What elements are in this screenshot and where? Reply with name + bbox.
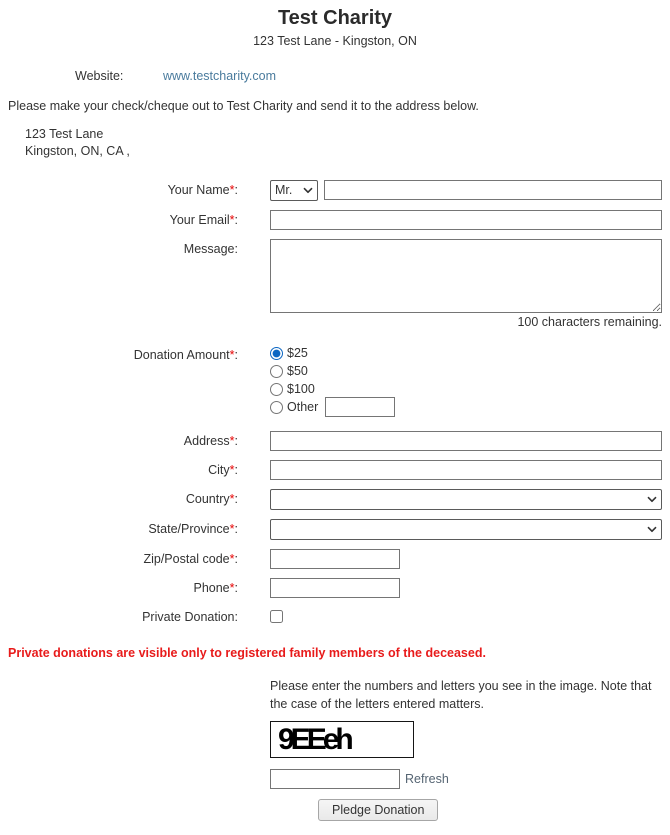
required-asterisk: * (229, 212, 235, 227)
phone-row (8, 578, 662, 598)
donation-option-25[interactable] (270, 345, 395, 362)
submit-row (318, 799, 668, 821)
city-row (8, 460, 662, 480)
private-donation-checkbox[interactable] (270, 610, 283, 623)
donation-amount-options (270, 345, 395, 417)
donation-option-other[interactable] (270, 399, 395, 416)
donation-option-other-label: Other (287, 400, 319, 415)
country-row (8, 489, 662, 510)
captcha-input[interactable] (270, 769, 400, 789)
website-link[interactable]: www.testcharity.com (163, 69, 276, 83)
captcha-instruction: Please enter the numbers and letters you see in the image. Note that the case of the letters entered matters. (270, 678, 652, 711)
donation-other-amount-input[interactable] (325, 397, 395, 417)
zip-input[interactable] (270, 549, 400, 569)
city-input[interactable] (270, 460, 662, 480)
phone-label: Phone*: (193, 580, 238, 595)
donation-radio-50[interactable] (270, 365, 283, 378)
captcha-refresh-link[interactable]: Refresh (405, 772, 449, 786)
required-asterisk: * (229, 492, 235, 507)
message-label: Message: (183, 241, 238, 256)
address-label: Address*: (183, 433, 238, 448)
state-row (8, 519, 662, 540)
donation-amount-row (8, 345, 662, 417)
message-row (8, 239, 662, 313)
mailing-address-line2: Kingston, ON, CA , (25, 143, 130, 158)
email-label: Your Email*: (169, 212, 238, 227)
private-donation-label: Private Donation: (142, 609, 238, 624)
required-asterisk: * (229, 347, 235, 362)
message-textarea[interactable] (270, 239, 662, 313)
name-row (8, 180, 662, 201)
required-asterisk: * (229, 551, 235, 566)
name-title-select[interactable] (270, 180, 318, 201)
private-donation-row (8, 607, 662, 627)
mailing-address-line1: 123 Test Lane (25, 127, 104, 141)
email-input[interactable] (270, 210, 662, 230)
name-input[interactable] (324, 180, 662, 200)
country-select[interactable] (270, 489, 662, 510)
captcha-section (270, 677, 668, 821)
donation-option-50[interactable] (270, 363, 395, 380)
required-asterisk: * (229, 462, 235, 477)
check-instructions: Please make your check/cheque out to Test Charity and send it to the address below. (8, 99, 479, 113)
address-input[interactable] (270, 431, 662, 451)
characters-remaining-note: 100 characters remaining. (517, 314, 662, 329)
charity-address-subtitle: 123 Test Lane - Kingston, ON (253, 34, 417, 48)
private-donation-warning: Private donations are visible only to registered family members of the deceased. (8, 645, 486, 660)
state-label: State/Province*: (148, 522, 238, 537)
state-select[interactable] (270, 519, 662, 540)
donation-radio-25[interactable] (270, 347, 283, 360)
country-label: Country*: (185, 492, 238, 507)
page-title: Test Charity (277, 7, 393, 29)
captcha-image: 9EEeh (270, 721, 414, 758)
donation-option-100-label: $100 (287, 382, 315, 397)
address-row (8, 431, 662, 451)
website-row (75, 69, 662, 83)
required-asterisk: * (229, 183, 235, 198)
donation-amount-label: Donation Amount*: (133, 347, 238, 362)
zip-label: Zip/Postal code*: (143, 551, 238, 566)
donation-option-50-label: $50 (287, 364, 308, 379)
mailing-address (25, 126, 662, 160)
required-asterisk: * (229, 433, 235, 448)
website-label: Website: (75, 69, 124, 83)
required-asterisk: * (229, 580, 235, 595)
donation-form (8, 180, 662, 821)
name-label: Your Name*: (167, 183, 238, 198)
donation-option-100[interactable] (270, 381, 395, 398)
donation-option-25-label: $25 (287, 346, 308, 361)
page-header (8, 6, 662, 48)
pledge-donation-button[interactable]: Pledge Donation (318, 799, 438, 821)
zip-row (8, 549, 662, 569)
city-label: City*: (208, 462, 238, 477)
phone-input[interactable] (270, 578, 400, 598)
required-asterisk: * (229, 522, 235, 537)
captcha-input-row (270, 769, 668, 789)
donation-radio-100[interactable] (270, 383, 283, 396)
donation-radio-other[interactable] (270, 401, 283, 414)
email-row (8, 210, 662, 230)
